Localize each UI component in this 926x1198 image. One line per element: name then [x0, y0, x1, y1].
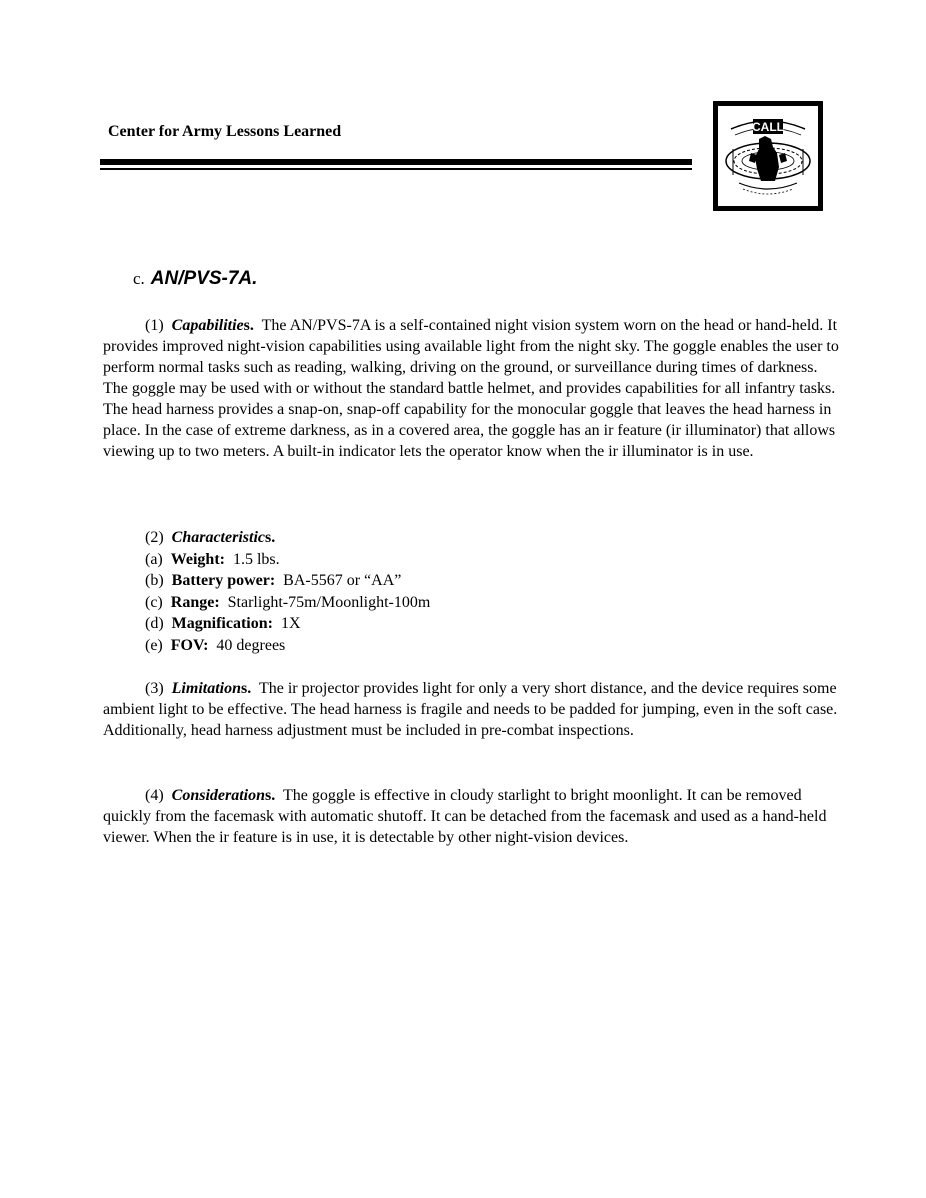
- list-item: [145, 613, 430, 635]
- limitations-paragraph: [103, 678, 843, 741]
- limitations-heading: Limitation: [171, 680, 241, 697]
- call-logo: [713, 101, 823, 211]
- capabilities-number: (1): [145, 317, 164, 334]
- item-marker: (e): [145, 636, 163, 654]
- list-item: [145, 570, 430, 592]
- limitations-heading-end: s.: [241, 680, 252, 697]
- item-marker: (a): [145, 550, 163, 568]
- header-rule-thick: [100, 159, 692, 165]
- header-organization: Center for Army Lessons Learned: [108, 123, 342, 140]
- characteristics-list: [145, 527, 430, 656]
- item-value: 1X: [280, 615, 301, 632]
- list-item: [145, 592, 430, 614]
- call-logo-text: CALL: [752, 120, 784, 134]
- item-label: Battery power:: [171, 572, 276, 589]
- call-logo-graphic: [721, 109, 815, 203]
- item-label: Magnification:: [171, 615, 273, 632]
- considerations-number: (4): [145, 787, 164, 804]
- limitations-number: (3): [145, 680, 164, 697]
- capabilities-heading: Capabilitie: [171, 317, 244, 334]
- characteristics-heading-end: s.: [265, 529, 276, 546]
- characteristics-heading: Characteristic: [171, 529, 265, 546]
- item-marker: (d): [145, 615, 164, 632]
- limitations-text: The ir projector provides light for only a very short distance, and the device requires some ambient light to be effective. The head harness is fragile and needs to be padded for jumping, even in the soft case. Additionally, head harness adjustment must be included in pre-combat inspections.: [103, 680, 838, 739]
- item-label: Weight:: [170, 550, 225, 568]
- item-value: Starlight-75m/Moonlight-100m: [227, 593, 431, 611]
- item-label: FOV:: [170, 636, 209, 654]
- item-marker: (c): [145, 593, 163, 611]
- considerations-heading-end: s.: [265, 787, 276, 804]
- section-letter: c.: [133, 269, 145, 288]
- item-label: Range:: [170, 593, 220, 611]
- header-rule-thin: [100, 168, 692, 170]
- list-item: [145, 549, 430, 571]
- item-value: 1.5 lbs.: [232, 550, 280, 568]
- item-value: BA-5567 or “AA”: [283, 572, 402, 589]
- section-title: AN/PVS-7A.: [150, 268, 258, 289]
- capabilities-text: The AN/PVS-7A is a self-contained night vision system worn on the head or hand-held. It provides improved night-vision capabilities using available light from the night sky. The goggle enables the user to perform normal tasks such as reading, walking, driving on the ground, or surveillance during times of darkness. The goggle may be used with or without the standard battle helmet, and provides capabilities for all infantry tasks. The head harness provides a snap-on, snap-off capability for the monocular goggle that leaves the head harness in place. In the case of extreme darkness, as in a covered area, the goggle has an ir feature (ir illuminator) that allows viewing up to two meters. A built-in indicator lets the operator know when the ir illuminator is in use.: [103, 317, 839, 460]
- capabilities-paragraph: [103, 315, 843, 462]
- item-value: 40 degrees: [216, 636, 286, 654]
- characteristics-heading-line: [145, 527, 430, 549]
- considerations-paragraph: [103, 785, 843, 848]
- item-marker: (b): [145, 572, 164, 589]
- considerations-heading: Consideration: [171, 787, 266, 804]
- considerations-text: The goggle is effective in cloudy starlight to bright moonlight. It can be removed quickly from the facemask with automatic shutoff. It can be detached from the facemask and used as a hand-held viewer. When the ir feature is in use, it is detectable by other night-vision devices.: [103, 787, 827, 846]
- characteristics-number: (2): [145, 529, 164, 546]
- capabilities-heading-end: s.: [243, 317, 254, 334]
- list-item: [145, 635, 430, 657]
- section-heading: [133, 268, 257, 290]
